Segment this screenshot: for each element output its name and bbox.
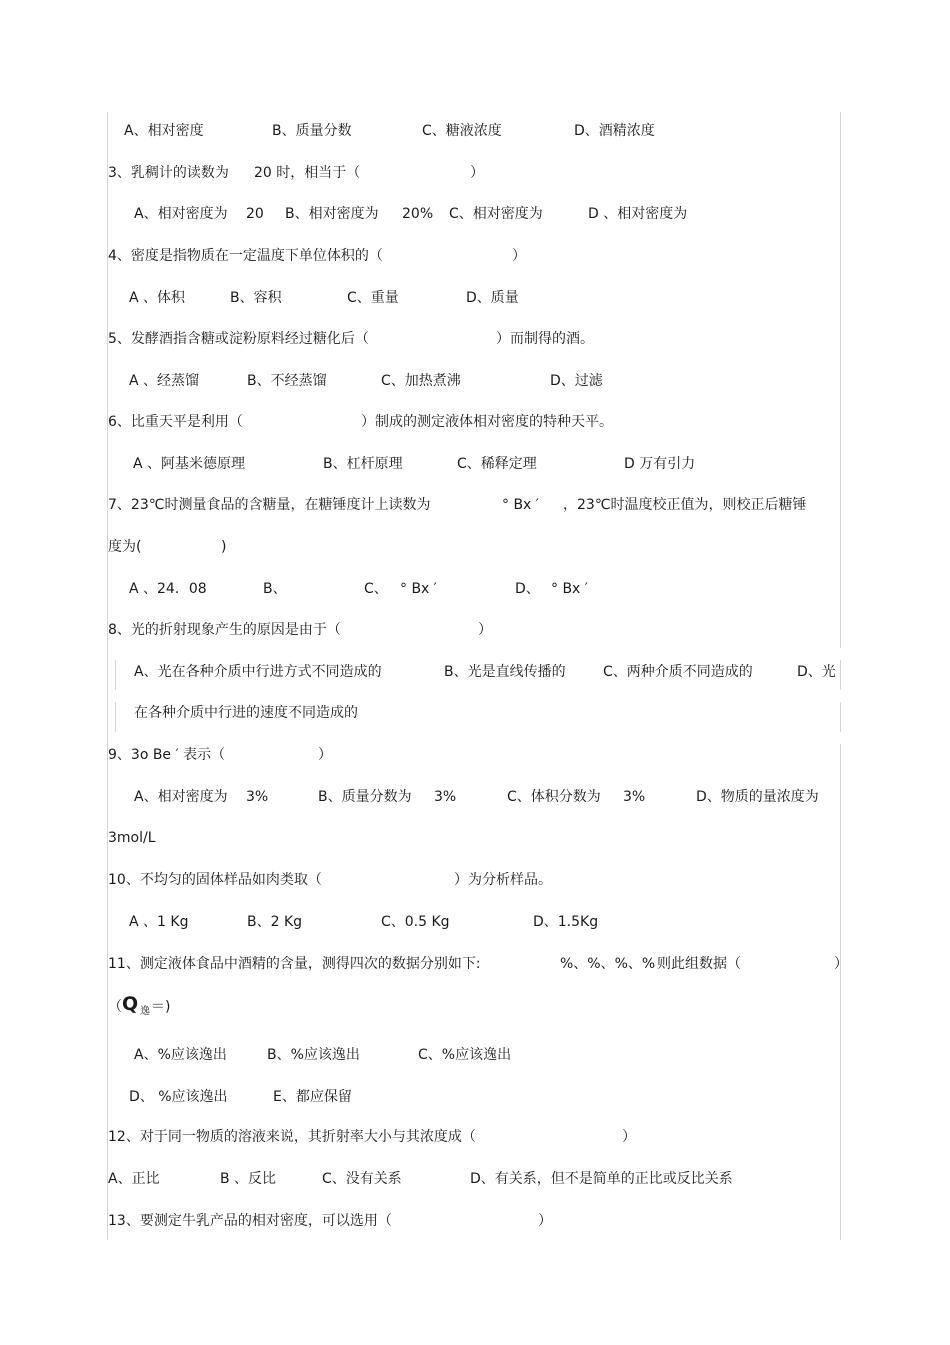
- q10-option-c: C、0.5 Kg: [381, 914, 450, 930]
- q7-option-d: D、: [515, 581, 540, 597]
- q7-stem-line2-a: 度为(: [108, 539, 142, 555]
- q7-stem-line2-b: ): [221, 539, 227, 555]
- q6-option-c: C、稀释定理: [457, 456, 537, 472]
- q8-option-b: B、光是直线传播的: [444, 664, 566, 680]
- q12-stem-b: ）: [622, 1129, 636, 1145]
- q8-option-c: C、两种介质不同造成的: [603, 664, 753, 680]
- q12-option-b: B 、反比: [220, 1171, 277, 1187]
- q4-option-d: D、质量: [466, 290, 519, 306]
- q13-stem-a: 13、要测定牛乳产品的相对密度，可以选用（: [108, 1213, 392, 1229]
- q10-stem-b: ）为分析样品。: [454, 872, 552, 888]
- q9-option-c-value: 3%: [623, 789, 646, 805]
- q11-option-d: D、 %应该逸出: [129, 1089, 228, 1105]
- right-margin-rule-3: [840, 702, 841, 732]
- q6-option-a: A 、阿基米德原理: [133, 456, 246, 472]
- q5-stem-b: ）而制得的酒。: [496, 331, 594, 347]
- q8-option-a: A、光在各种介质中行进方式不同造成的: [134, 664, 382, 680]
- q7-option-c: C、: [364, 581, 388, 597]
- q6-stem-a: 6、比重天平是利用（: [108, 414, 243, 430]
- q12-option-c: C、没有关系: [322, 1171, 402, 1187]
- q4-option-a: A 、体积: [129, 290, 186, 306]
- q9-option-a-value: 3%: [246, 789, 269, 805]
- q9-option-d-value: 3mol/L: [108, 830, 156, 846]
- q9-stem-a: 9、3o Be ′ 表示（: [108, 747, 226, 763]
- q3-option-b: B、相对密度为: [285, 206, 379, 222]
- q10-stem-a: 10、不均匀的固体样品如肉类取（: [108, 872, 322, 888]
- q6-option-b: B、杠杆原理: [323, 456, 403, 472]
- q12-stem-a: 12、对于同一物质的溶液来说，其折射率大小与其浓度成（: [108, 1129, 476, 1145]
- q7-option-a: A 、24．08: [129, 581, 207, 597]
- q3-stem-b: 20 时，相当于（: [254, 165, 361, 181]
- q3-option-b-value: 20%: [402, 206, 434, 222]
- q3-option-a: A、相对密度为: [134, 206, 228, 222]
- q4-stem-a: 4、密度是指物质在一定温度下单位体积的（: [108, 248, 383, 264]
- q11-option-c: C、%应该逸出: [418, 1047, 512, 1063]
- q5-option-a: A 、经蒸馏: [129, 373, 200, 389]
- q11-formula-open: （: [108, 999, 122, 1015]
- q2-option-d: D、酒精浓度: [574, 123, 655, 139]
- q6-option-d: D 万有引力: [624, 456, 696, 472]
- q3-option-d: D 、相对密度为: [588, 206, 688, 222]
- q11-formula-q: Q: [122, 993, 139, 1015]
- q9-option-b: B、质量分数为: [318, 789, 412, 805]
- q3-stem-c: ）: [470, 165, 484, 181]
- q8-box-left-rule-2: [115, 702, 116, 732]
- q11-option-b: B、%应该逸出: [267, 1047, 360, 1063]
- right-margin-rule: [840, 112, 841, 648]
- q10-option-b: B、2 Kg: [247, 914, 303, 930]
- q13-stem-b: ）: [538, 1213, 552, 1229]
- q12-option-a: A、正比: [108, 1171, 160, 1187]
- q8-option-d-cont: 在各种介质中行进的速度不同造成的: [134, 705, 358, 721]
- q7-stem-c: ，23℃时温度校正值为，则校正后糖锤: [563, 497, 807, 513]
- q11-formula-rest: ＝): [151, 999, 171, 1015]
- q9-option-d: D、物质的量浓度为: [696, 789, 819, 805]
- q5-stem-a: 5、发酵酒指含糖或淀粉原料经过糖化后（: [108, 331, 369, 347]
- q7-option-d-unit: ° Bx ′: [551, 581, 588, 597]
- q9-option-b-value: 3%: [434, 789, 457, 805]
- q3-option-a-value: 20: [246, 206, 264, 222]
- q9-stem-b: ）: [318, 747, 332, 763]
- q2-option-a: A、相对密度: [124, 123, 204, 139]
- q4-option-b: B、容积: [230, 290, 282, 306]
- q9-option-a: A、相对密度为: [134, 789, 228, 805]
- q11-stem-data: %、%、%、%: [560, 956, 656, 972]
- q12-option-d: D、有关系，但不是简单的正比或反比关系: [470, 1171, 733, 1187]
- q5-option-b: B、不经蒸馏: [247, 373, 327, 389]
- q5-option-d: D、过滤: [550, 373, 603, 389]
- q2-option-b: B、质量分数: [272, 123, 352, 139]
- q11-stem-a: 11、测定液体食品中酒精的含量，测得四次的数据分别如下:: [108, 956, 481, 972]
- q11-option-a: A、%应该逸出: [134, 1047, 227, 1063]
- q6-stem-b: ）制成的测定液体相对密度的特种天平。: [361, 414, 613, 430]
- q7-stem-a: 7、23℃时测量食品的含糖量，在糖锤度计上读数为: [108, 497, 431, 513]
- q8-box-left-rule: [115, 660, 116, 690]
- q4-option-c: C、重量: [347, 290, 399, 306]
- q7-option-b: B、: [263, 581, 287, 597]
- q10-option-d: D、1.5Kg: [533, 914, 599, 930]
- q3-option-c: C、相对密度为: [449, 206, 543, 222]
- q8-stem-a: 8、光的折射现象产生的原因是由于（: [108, 622, 341, 638]
- q3-stem-a: 3、乳稠计的读数为: [108, 165, 229, 181]
- left-margin-rule: [107, 112, 108, 1240]
- q8-option-d: D、光: [797, 664, 836, 680]
- q2-option-c: C、糖液浓度: [422, 123, 502, 139]
- q10-option-a: A 、1 Kg: [129, 914, 189, 930]
- q11-stem-d: ）: [834, 956, 848, 972]
- right-margin-rule-4: [840, 744, 841, 1240]
- q7-option-c-unit: ° Bx ′: [400, 581, 437, 597]
- q4-stem-b: ）: [512, 248, 526, 264]
- q11-option-e: E、都应保留: [273, 1089, 352, 1105]
- q8-stem-b: ）: [478, 622, 492, 638]
- q11-stem-c: 则此组数据（: [657, 956, 741, 972]
- q9-option-c: C、体积分数为: [507, 789, 601, 805]
- q7-stem-unit: ° Bx ′: [502, 497, 539, 513]
- q5-option-c: C、加热煮沸: [381, 373, 461, 389]
- q11-formula-sub: 逸: [140, 1006, 150, 1017]
- right-margin-rule-2: [840, 660, 841, 690]
